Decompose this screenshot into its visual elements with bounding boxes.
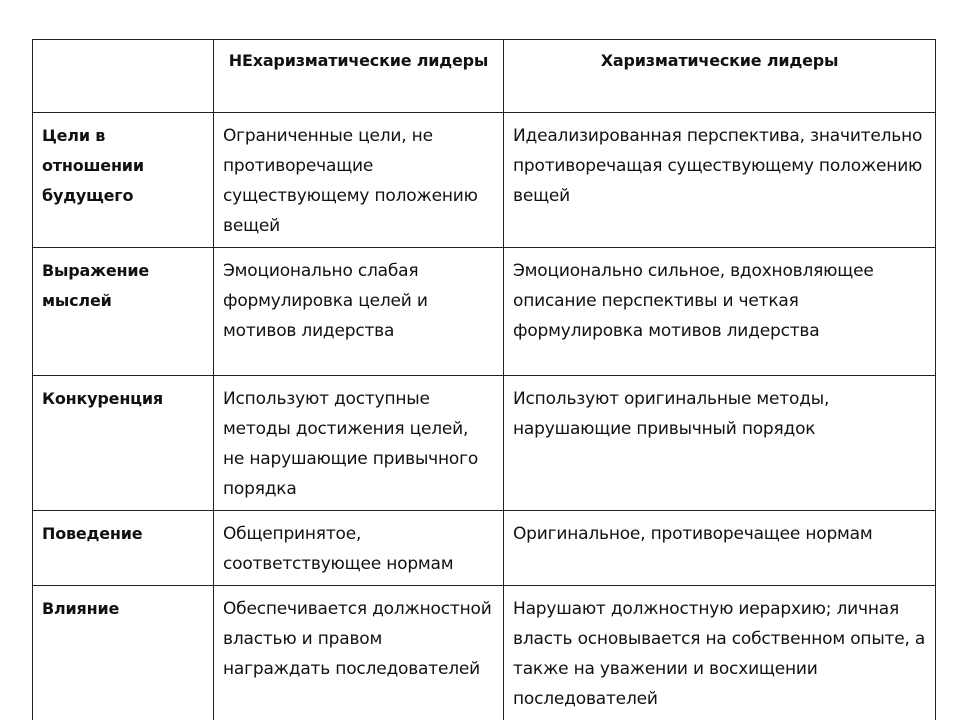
row-label: Цели в отношении будущего [33,113,214,248]
header-non-charismatic: НЕхаризматические лидеры [214,40,504,113]
charismatic-cell: Идеализированная перспектива, значительно противоречащая существующему положению вещей [504,113,936,248]
header-empty-cell [33,40,214,113]
non-charismatic-cell: Общепринятое, соответствующее нормам [214,511,504,586]
comparison-table [32,39,936,720]
row-label: Выражение мыслей [33,248,214,376]
row-label: Конкуренция [33,376,214,511]
non-charismatic-cell: Обеспечивается должностной властью и правом награждать последователей [214,586,504,720]
table-row [33,511,936,586]
header-charismatic: Харизматические лидеры [504,40,936,113]
charismatic-cell: Нарушают должностную иерархию; личная власть основывается на собственном опыте, а также на уважении и восхищении последователей [504,586,936,720]
charismatic-cell: Эмоционально сильное, вдохновляющее описание перспективы и четкая формулировка мотивов лидерства [504,248,936,376]
charismatic-cell: Используют оригинальные методы, нарушающие привычный порядок [504,376,936,511]
non-charismatic-cell: Эмоционально слабая формулировка целей и мотивов лидерства [214,248,504,376]
charismatic-cell: Оригинальное, противоречащее нормам [504,511,936,586]
row-label: Влияние [33,586,214,720]
table-header-row [33,40,936,113]
non-charismatic-cell: Используют доступные методы достижения целей, не нарушающие привычного порядка [214,376,504,511]
table-row [33,586,936,720]
non-charismatic-cell: Ограниченные цели, не противоречащие существующему положению вещей [214,113,504,248]
table-row [33,376,936,511]
table-row [33,113,936,248]
row-label: Поведение [33,511,214,586]
table-row [33,248,936,376]
